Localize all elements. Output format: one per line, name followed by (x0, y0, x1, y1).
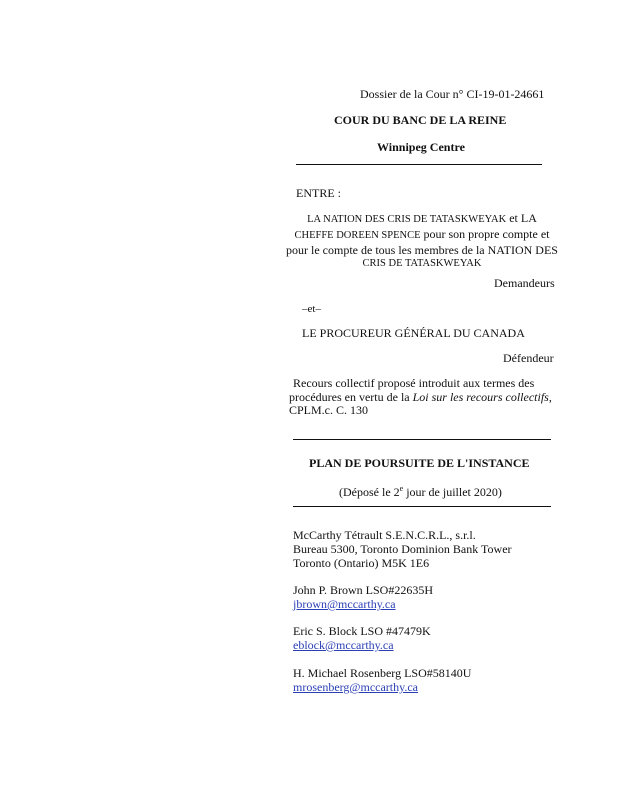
plaintiffs-line-3: pour le compte de tous les membres de la NATION DES (286, 243, 558, 257)
title-top-rule (293, 439, 551, 440)
filed-date: (Déposé le 2e jour de juillet 2020) (339, 484, 502, 499)
proceeding-line-3: CPLM.c. C. 130 (289, 403, 369, 417)
plaintiffs-role: Demandeurs (494, 276, 555, 290)
court-file-number: Dossier de la Cour n° CI-19-01-24661 (360, 87, 545, 101)
title-bottom-rule (293, 506, 551, 507)
plaintiffs-line-4: CRIS DE TATASKWEYAK (362, 258, 482, 269)
lawyer-1-name: John P. Brown LSO#22635H (293, 583, 434, 597)
between-label: ENTRE : (296, 186, 341, 200)
lawyer-3-email-link[interactable]: mrosenberg@mccarthy.ca (293, 680, 418, 694)
court-location: Winnipeg Centre (377, 140, 465, 154)
firm-address-2: Toronto (Ontario) M5K 1E6 (293, 556, 430, 570)
header-rule (296, 164, 542, 165)
proceeding-description (289, 377, 559, 418)
defendant-role: Défendeur (503, 351, 554, 365)
document-title: PLAN DE POURSUITE DE L'INSTANCE (309, 456, 530, 470)
defendant-name: LE PROCUREUR GÉNÉRAL DU CANADA (302, 326, 525, 340)
court-name: COUR DU BANC DE LA REINE (334, 113, 507, 127)
plaintiffs-block (286, 211, 558, 271)
lawyer-1-email-link[interactable]: jbrown@mccarthy.ca (293, 597, 396, 611)
plaintiffs-line-2: CHEFFE DOREEN SPENCE pour son propre compte et (294, 227, 550, 241)
firm-address-1: Bureau 5300, Toronto Dominion Bank Tower (293, 542, 512, 556)
firm-name: McCarthy Tétrault S.E.N.C.R.L., s.r.l. (293, 528, 476, 542)
proceeding-line-1: Recours collectif proposé introduit aux termes des (293, 376, 535, 390)
lawyer-3-name: H. Michael Rosenberg LSO#58140U (293, 666, 472, 680)
plaintiffs-line-1: LA NATION DES CRIS DE TATASKWEYAK et LA (307, 211, 537, 225)
proceeding-line-2: procédures en vertu de la Loi sur les recours collectifs, (289, 389, 552, 404)
and-label: –et– (302, 303, 321, 315)
lawyer-2-name: Eric S. Block LSO #47479K (293, 624, 431, 638)
lawyer-2-email-link[interactable]: eblock@mccarthy.ca (293, 638, 394, 652)
